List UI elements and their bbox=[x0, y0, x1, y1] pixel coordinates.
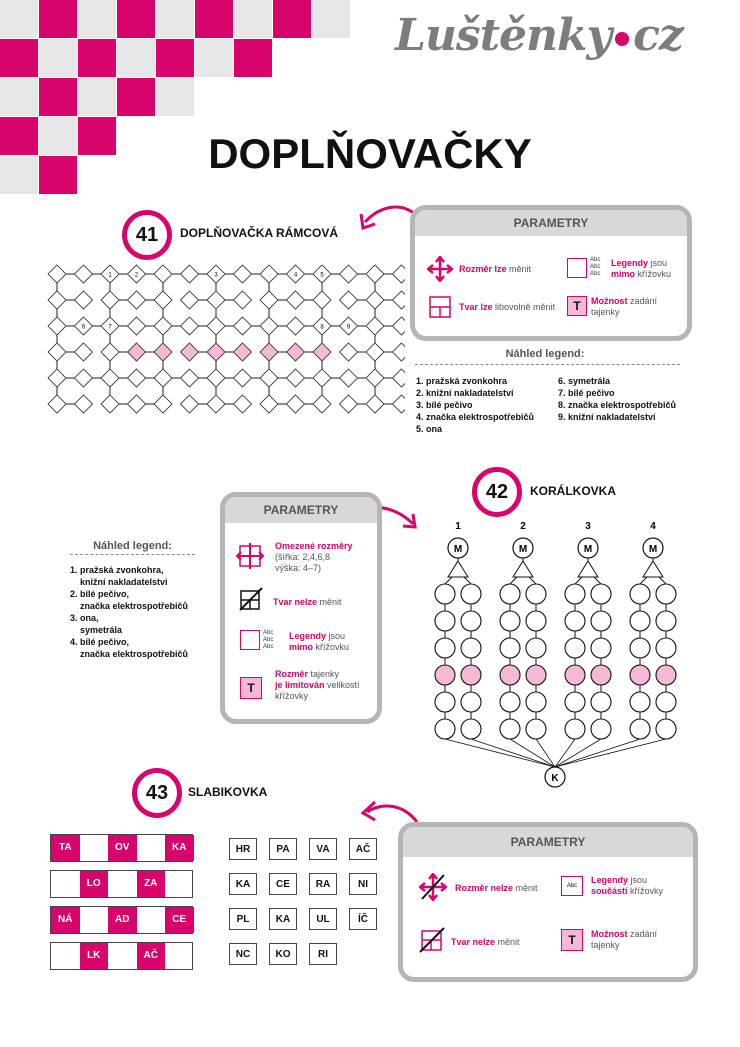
grid-cell bbox=[366, 343, 384, 361]
grid-cell bbox=[154, 317, 172, 335]
grid-cell bbox=[260, 291, 278, 309]
grid-cell bbox=[287, 395, 305, 413]
syllable-cell bbox=[51, 943, 80, 969]
grid-cell bbox=[340, 343, 358, 361]
split-triangle bbox=[643, 561, 663, 577]
grid-cell bbox=[48, 317, 66, 335]
syllable-tile: AČ bbox=[349, 838, 377, 860]
bead-connector bbox=[510, 577, 517, 584]
lustenky-logo bbox=[395, 10, 683, 61]
bead bbox=[461, 611, 481, 631]
bead bbox=[656, 584, 676, 604]
grid-cell bbox=[48, 343, 66, 361]
grid-cell bbox=[287, 317, 305, 335]
bead bbox=[565, 665, 585, 685]
grid-cell bbox=[313, 291, 331, 309]
syllable-cell bbox=[51, 871, 80, 897]
bead bbox=[500, 584, 520, 604]
syllable-cell: CE bbox=[165, 907, 194, 933]
bead bbox=[656, 692, 676, 712]
syllable-tile: RI bbox=[309, 943, 337, 965]
grid-cell bbox=[366, 395, 384, 413]
legend-item: 4. bílé pečivo, bbox=[70, 637, 130, 647]
param-shape: Tvar nelze měnit bbox=[451, 937, 520, 947]
m-bead-label: M bbox=[453, 544, 463, 555]
bead bbox=[435, 665, 455, 685]
syllable-row bbox=[50, 906, 193, 934]
bead bbox=[565, 584, 585, 604]
bead bbox=[500, 611, 520, 631]
grid-cell bbox=[75, 291, 93, 309]
four-arrows-crossed-icon bbox=[419, 873, 447, 901]
legend-item: 8. značka elektrospotřebičů bbox=[558, 400, 677, 410]
column-number: 2 bbox=[520, 521, 526, 532]
syllable-tile: KA bbox=[269, 908, 297, 930]
syllable-cell bbox=[165, 943, 194, 969]
bead bbox=[500, 692, 520, 712]
grid-cell bbox=[207, 317, 225, 335]
grid-cell bbox=[207, 395, 225, 413]
bead-connector bbox=[640, 577, 647, 584]
grid-cell bbox=[234, 369, 252, 387]
bead bbox=[591, 719, 611, 739]
logo-tld: cz bbox=[633, 10, 683, 61]
bead-connector bbox=[575, 577, 582, 584]
syllable-cell: AČ bbox=[137, 943, 166, 969]
k-bead-label: K bbox=[551, 773, 559, 784]
grid-cell bbox=[48, 369, 66, 387]
column-number: 1 bbox=[455, 521, 461, 532]
grid-cell bbox=[260, 369, 278, 387]
grid-cell bbox=[101, 291, 119, 309]
grid-cell bbox=[393, 291, 406, 309]
legend-item: 3. ona, bbox=[70, 613, 99, 623]
split-shape-crossed-icon bbox=[419, 927, 445, 953]
grid-cell bbox=[48, 395, 66, 413]
syllable-cell bbox=[108, 943, 137, 969]
bead bbox=[630, 584, 650, 604]
grid-cell bbox=[154, 265, 172, 283]
panel-header: PARAMETRY bbox=[415, 210, 687, 236]
syllable-cell: LO bbox=[80, 871, 109, 897]
grid-cell bbox=[128, 395, 146, 413]
bead-connector bbox=[529, 577, 536, 584]
bead bbox=[656, 611, 676, 631]
syllable-tile: UL bbox=[309, 908, 337, 930]
bead bbox=[435, 719, 455, 739]
parameters-panel-41 bbox=[410, 205, 692, 341]
grid-cell bbox=[207, 343, 225, 361]
syllable-row bbox=[50, 942, 193, 970]
grid-cell bbox=[260, 317, 278, 335]
grid-cell bbox=[128, 317, 146, 335]
bead bbox=[526, 611, 546, 631]
bead bbox=[630, 611, 650, 631]
grid-cell bbox=[366, 369, 384, 387]
grid-number: 2 bbox=[134, 272, 139, 279]
grid-cell bbox=[340, 265, 358, 283]
grid-cell bbox=[101, 343, 119, 361]
grid-cell bbox=[75, 395, 93, 413]
section-number-43: 43 bbox=[132, 768, 182, 818]
grid-cell bbox=[313, 395, 331, 413]
bead bbox=[565, 719, 585, 739]
legend-item: 4. značka elektrospotřebičů bbox=[416, 412, 535, 422]
grid-cell bbox=[234, 343, 252, 361]
split-triangle bbox=[448, 561, 468, 577]
grid-number: 8 bbox=[320, 324, 324, 331]
legend-item: symetrála bbox=[80, 625, 123, 635]
grid-number: 3 bbox=[214, 272, 218, 279]
grid-cell bbox=[340, 291, 358, 309]
grid-cell bbox=[260, 265, 278, 283]
logo-text: Luštěnky bbox=[395, 10, 612, 61]
mosaic-tile bbox=[156, 78, 194, 116]
bead bbox=[656, 719, 676, 739]
grid-number: 6 bbox=[81, 324, 86, 331]
grid-cell bbox=[181, 343, 199, 361]
grid-cell bbox=[207, 369, 225, 387]
grid-cell bbox=[234, 395, 252, 413]
grid-cell bbox=[154, 395, 172, 413]
param-size: Rozměr nelze měnit bbox=[455, 883, 538, 893]
mosaic-tile bbox=[195, 39, 233, 77]
bead bbox=[435, 692, 455, 712]
m-bead-label: M bbox=[648, 544, 658, 555]
mosaic-tile bbox=[117, 39, 155, 77]
bead-connector bbox=[594, 577, 601, 584]
mosaic-tile bbox=[39, 39, 77, 77]
legend-item: 1. pražská zvonkohra bbox=[416, 376, 508, 386]
syllable-tile: KA bbox=[229, 873, 257, 895]
legend-list bbox=[70, 564, 188, 660]
grid-number: 1 bbox=[108, 272, 112, 279]
grid-cell bbox=[154, 343, 172, 361]
param-secret: Rozměr tajenky je limitován velikostí křížovky bbox=[275, 669, 360, 701]
grid-cell bbox=[393, 265, 406, 283]
grid-number: 9 bbox=[346, 324, 351, 331]
split-triangle bbox=[513, 561, 533, 577]
syllable-cell: NÁ bbox=[51, 907, 80, 933]
grid-cell bbox=[48, 265, 66, 283]
grid-cell bbox=[48, 291, 66, 309]
param-shape: Tvar lze libovolně měnit bbox=[459, 302, 556, 312]
split-shape-crossed-icon bbox=[239, 587, 263, 611]
bead bbox=[526, 692, 546, 712]
bead bbox=[526, 638, 546, 658]
bead bbox=[435, 638, 455, 658]
grid-cell bbox=[393, 395, 406, 413]
bead bbox=[526, 719, 546, 739]
bead bbox=[435, 584, 455, 604]
grid-cell bbox=[154, 291, 172, 309]
legend-item: 5. ona bbox=[416, 424, 443, 434]
mosaic-tile bbox=[78, 78, 116, 116]
param-secret: Možnost zadání tajenky bbox=[591, 929, 658, 950]
grid-cell bbox=[340, 369, 358, 387]
syllable-cell bbox=[137, 907, 166, 933]
mosaic-tile bbox=[312, 0, 350, 38]
bead bbox=[500, 719, 520, 739]
bead bbox=[591, 638, 611, 658]
mosaic-tile bbox=[117, 0, 155, 38]
syllable-tile: PA bbox=[269, 838, 297, 860]
grid-number: 7 bbox=[108, 324, 112, 331]
grid-cell bbox=[234, 291, 252, 309]
page-title: DOPLŇOVAČKY bbox=[208, 130, 532, 177]
mosaic-tile bbox=[0, 0, 38, 38]
bead-connector bbox=[471, 739, 555, 767]
bead bbox=[656, 665, 676, 685]
grid-cell bbox=[75, 265, 93, 283]
syllable-tile: CE bbox=[269, 873, 297, 895]
grid-cell bbox=[340, 395, 358, 413]
legend-box-icon bbox=[240, 630, 260, 650]
grid-cell bbox=[393, 369, 406, 387]
syllable-cell bbox=[80, 907, 109, 933]
section-title-42: KORÁLKOVKA bbox=[530, 484, 616, 498]
four-arrows-icon bbox=[427, 256, 453, 282]
bead bbox=[565, 638, 585, 658]
syllable-tile: RA bbox=[309, 873, 337, 895]
four-arrows-icon bbox=[235, 543, 265, 569]
mosaic-tile bbox=[117, 78, 155, 116]
bead bbox=[591, 692, 611, 712]
mosaic-tile bbox=[0, 78, 38, 116]
syllable-cell bbox=[108, 871, 137, 897]
bead-puzzle-diagram bbox=[420, 515, 690, 795]
m-bead-label: M bbox=[518, 544, 528, 555]
legend-item: 6. symetrála bbox=[558, 376, 611, 386]
grid-cell bbox=[313, 369, 331, 387]
mosaic-tile bbox=[39, 78, 77, 116]
grid-cell bbox=[260, 343, 278, 361]
bead bbox=[526, 584, 546, 604]
legend-item: značka elektrospotřebičů bbox=[80, 601, 189, 611]
syllable-cell: KA bbox=[165, 835, 194, 861]
syllable-cell: LK bbox=[80, 943, 109, 969]
syllable-cell: AD bbox=[108, 907, 137, 933]
legend-item: 2. bílé pečivo, bbox=[70, 589, 130, 599]
panel-header: PARAMETRY bbox=[225, 497, 377, 523]
grid-cell bbox=[75, 343, 93, 361]
bead bbox=[461, 665, 481, 685]
t-box-icon: T bbox=[561, 929, 583, 951]
grid-cell bbox=[154, 369, 172, 387]
grid-cell bbox=[287, 291, 305, 309]
section-title-43: SLABIKOVKA bbox=[188, 785, 268, 799]
syllable-cell: ZA bbox=[137, 871, 166, 897]
legend-preview-title: Náhled legend: bbox=[93, 540, 172, 552]
grid-cell bbox=[128, 369, 146, 387]
grid-cell bbox=[181, 291, 199, 309]
bead bbox=[591, 584, 611, 604]
bead-connector bbox=[464, 577, 471, 584]
grid-cell bbox=[366, 317, 384, 335]
grid-cell bbox=[207, 291, 225, 309]
grid-cell bbox=[287, 343, 305, 361]
param-size: Rozměr lze měnit bbox=[459, 264, 532, 274]
param-size: Omezené rozměry (šířka: 2,4,6,8 výška: 4–7) bbox=[275, 541, 353, 573]
abc-sample: Abc Abc Abc bbox=[590, 257, 601, 277]
mosaic-tile bbox=[78, 0, 116, 38]
legend-item: 3. bílé pečivo bbox=[416, 400, 473, 410]
grid-cell bbox=[75, 369, 93, 387]
legend-item: značka elektrospotřebičů bbox=[80, 649, 189, 659]
parameters-panel-42 bbox=[220, 492, 382, 724]
syllable-cell bbox=[80, 835, 109, 861]
m-bead-label: M bbox=[583, 544, 593, 555]
bead bbox=[461, 719, 481, 739]
bead bbox=[630, 692, 650, 712]
legend-box-icon bbox=[567, 258, 587, 278]
param-legends: Legendy jsou mimo křížovku bbox=[611, 258, 672, 279]
mosaic-tile bbox=[273, 0, 311, 38]
bead-connector bbox=[445, 577, 452, 584]
mosaic-tile bbox=[156, 39, 194, 77]
grid-cell bbox=[128, 343, 146, 361]
syllable-row bbox=[50, 834, 193, 862]
mosaic-tile bbox=[234, 0, 272, 38]
column-number: 4 bbox=[650, 521, 656, 532]
legend-item: 7. bílé pečivo bbox=[558, 388, 615, 398]
mosaic-tile bbox=[234, 39, 272, 77]
legend-item: 9. knižní nakladatelství bbox=[558, 412, 656, 422]
bead bbox=[630, 665, 650, 685]
syllable-tile: VA bbox=[309, 838, 337, 860]
dashed-divider bbox=[415, 364, 680, 365]
bead bbox=[461, 584, 481, 604]
grid-cell bbox=[366, 265, 384, 283]
grid-cell bbox=[393, 317, 406, 335]
bead bbox=[591, 611, 611, 631]
grid-number: 5 bbox=[320, 272, 324, 279]
grid-cell bbox=[101, 395, 119, 413]
grid-cell bbox=[234, 265, 252, 283]
grid-cell bbox=[101, 369, 119, 387]
param-legends: Legendy jsou součástí křížovky bbox=[591, 875, 664, 896]
bead bbox=[565, 611, 585, 631]
syllable-tile: PL bbox=[229, 908, 257, 930]
grid-cell bbox=[366, 291, 384, 309]
syllable-tile: KO bbox=[269, 943, 297, 965]
panel-header: PARAMETRY bbox=[403, 827, 693, 857]
section-number-41: 41 bbox=[122, 210, 172, 260]
syllable-tile: NI bbox=[349, 873, 377, 895]
dashed-divider bbox=[70, 554, 195, 555]
t-box-icon: T bbox=[240, 677, 262, 699]
grid-cell bbox=[260, 395, 278, 413]
bead bbox=[591, 665, 611, 685]
legend-box-icon: Abc bbox=[561, 876, 583, 896]
split-triangle bbox=[578, 561, 598, 577]
grid-cell bbox=[181, 317, 199, 335]
bead-connector bbox=[555, 739, 601, 767]
legend-list-left bbox=[416, 375, 534, 435]
abc-sample: Abc Abc Abc bbox=[263, 630, 274, 650]
bead bbox=[500, 638, 520, 658]
legend-item: knižní nakladatelstvi bbox=[80, 577, 168, 587]
syllable-tile: NC bbox=[229, 943, 257, 965]
syllable-cell: OV bbox=[108, 835, 137, 861]
param-shape: Tvar nelze měnit bbox=[273, 597, 342, 607]
bead bbox=[656, 638, 676, 658]
mosaic-tile bbox=[156, 0, 194, 38]
legend-list-right bbox=[558, 375, 676, 423]
grid-cell bbox=[181, 369, 199, 387]
bead-connector bbox=[555, 739, 640, 767]
syllable-row bbox=[50, 870, 193, 898]
bead bbox=[630, 638, 650, 658]
split-shape-icon bbox=[429, 296, 451, 318]
bead bbox=[500, 665, 520, 685]
legend-preview-title: Náhled legend: bbox=[505, 348, 585, 360]
param-secret: Možnost zadání tajenky bbox=[591, 296, 658, 317]
section-title-41: DOPLŇOVAČKA RÁMCOVÁ bbox=[180, 226, 338, 240]
bead-connector bbox=[659, 577, 666, 584]
bead bbox=[630, 719, 650, 739]
bead bbox=[565, 692, 585, 712]
grid-cell bbox=[128, 291, 146, 309]
syllable-cell: TA bbox=[51, 835, 80, 861]
legend-item: 1. pražská zvonkohra, bbox=[70, 565, 164, 575]
bead bbox=[435, 611, 455, 631]
bead-connector bbox=[510, 739, 555, 767]
bead bbox=[461, 692, 481, 712]
grid-number: 4 bbox=[293, 272, 298, 279]
grid-cell bbox=[181, 395, 199, 413]
grid-cell bbox=[313, 343, 331, 361]
column-number: 3 bbox=[585, 521, 591, 532]
mosaic-tile bbox=[195, 0, 233, 38]
syllable-tile: ÍČ bbox=[349, 908, 377, 930]
bead bbox=[461, 638, 481, 658]
syllable-cell bbox=[165, 871, 194, 897]
mosaic-tile bbox=[0, 39, 38, 77]
grid-cell bbox=[181, 265, 199, 283]
parameters-panel-43 bbox=[398, 822, 698, 982]
grid-cell bbox=[234, 317, 252, 335]
mosaic-tile bbox=[78, 39, 116, 77]
legend-item: 2. knižní nakladatelství bbox=[416, 388, 514, 398]
grid-cell bbox=[287, 369, 305, 387]
bead bbox=[526, 665, 546, 685]
mosaic-tile bbox=[39, 0, 77, 38]
section-number-42: 42 bbox=[472, 467, 522, 517]
param-legends: Legendy jsou mimo křížovku bbox=[289, 631, 350, 652]
frame-puzzle-grid bbox=[45, 262, 405, 430]
syllable-cell bbox=[137, 835, 166, 861]
grid-cell bbox=[393, 343, 406, 361]
syllable-tile: HR bbox=[229, 838, 257, 860]
t-box-icon: T bbox=[567, 296, 587, 316]
